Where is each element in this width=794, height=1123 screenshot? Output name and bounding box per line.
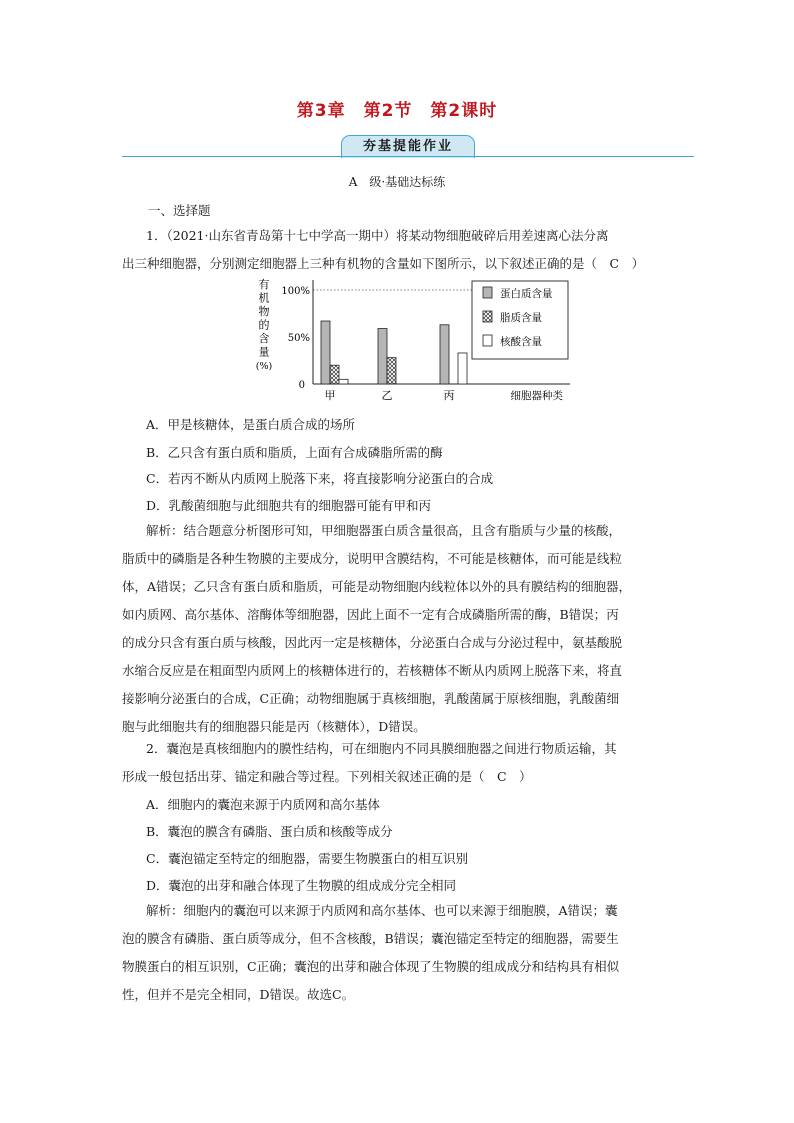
- y-axis-label-char: (%): [255, 361, 273, 372]
- legend: [472, 281, 568, 359]
- y-axis-label-char: 有: [258, 278, 270, 291]
- y-axis-label-char: 含: [258, 332, 270, 345]
- legend-label: 脂质含量: [500, 312, 542, 324]
- organelle-content-chart: [250, 276, 570, 406]
- analysis-line: 胞与此细胞共有的细胞器只能是丙（核糖体），D错误。: [122, 719, 426, 734]
- question-2-analysis: [122, 897, 694, 1009]
- analysis-line: 泡的膜含有磷脂、蛋白质等成分，但不含核酸，B错误；囊泡锚定至特定的细胞器，需要生: [122, 931, 619, 946]
- bar-甲-脂质含量: [330, 365, 339, 384]
- question-1-analysis: [122, 517, 694, 741]
- analysis-line: 解析：细胞内的囊泡可以来源于内质网和高尔基体、也可以来源于细胞膜，A错误；囊: [146, 903, 618, 918]
- category-label: 丙: [443, 389, 455, 402]
- analysis-line: 体，A错误；乙只含有蛋白质和脂质，可能是动物细胞内线粒体以外的具有膜结构的细胞器，: [122, 579, 632, 594]
- question-1-line-1: 1．（2021·山东省青岛第十七中学高一期中）将某动物细胞破碎后用差速离心法分离: [146, 228, 609, 243]
- analysis-line: 的成分只含有蛋白质与核酸，因此丙一定是核糖体，分泌蛋白合成与分泌过程中，氨基酸脱: [122, 635, 623, 650]
- bar-丙-核酸含量: [458, 353, 467, 384]
- legend-label: 蛋白质含量: [500, 288, 553, 300]
- category-label: 乙: [381, 389, 393, 402]
- chart-svg: [250, 276, 570, 406]
- bar-丙-蛋白质含量: [440, 325, 449, 384]
- analysis-line: 水缩合反应是在粗面型内质网上的核糖体进行的，若核糖体不断从内质网上脱落下来，将直: [122, 663, 623, 678]
- question-2-line-2: 形成一般包括出芽、锚定和融合等过程。下列相关叙述正确的是（ C ）: [122, 769, 532, 784]
- page-title: 第3章 第2节 第2课时: [296, 101, 498, 121]
- question-1-stem: [122, 222, 694, 278]
- question-2-option-c: C．囊泡锚定至特定的细胞器，需要生物膜蛋白的相互识别: [146, 851, 469, 866]
- y-axis-label-char: 物: [258, 305, 270, 318]
- analysis-line: 性，但并不是完全相同，D错误。故选C。: [122, 987, 355, 1002]
- y-tick-label: 100%: [281, 286, 310, 297]
- question-1-line-2: 出三种细胞器，分别测定细胞器上三种有机物的含量如下图所示，以下叙述正确的是（ C ）: [122, 256, 645, 271]
- analysis-line: 脂质中的磷脂是各种生物膜的主要成分，说明甲含膜结构，不可能是核糖体，而可能是线粒: [122, 551, 623, 566]
- x-axis-label: 细胞器种类: [510, 390, 563, 402]
- analysis-line: 解析：结合题意分析图形可知，甲细胞器蛋白质含量很高，且含有脂质与少量的核酸，: [146, 523, 622, 538]
- y-axis-label-char: 的: [258, 318, 270, 332]
- y-tick-label: 0: [298, 380, 305, 391]
- analysis-line: 如内质网、高尔基体、溶酶体等细胞器，因此上面不一定有合成磷脂所需的酶，B错误；丙: [122, 607, 619, 622]
- level-heading: A 级·基础达标练: [348, 175, 446, 189]
- analysis-line: 物膜蛋白的相互识别，C正确；囊泡的出芽和融合体现了生物膜的组成成分和结构具有相似: [122, 959, 620, 974]
- bar-乙-脂质含量: [387, 358, 396, 384]
- y-axis-label-char: 机: [258, 291, 270, 305]
- question-2-option-d: D．囊泡的出芽和融合体现了生物膜的组成成分完全相同: [146, 878, 457, 893]
- y-axis-label-char: 量: [258, 345, 270, 359]
- bar-甲-核酸含量: [339, 379, 348, 384]
- category-labels: [325, 389, 455, 402]
- question-1-option-b: B．乙只含有蛋白质和脂质，上面有合成磷脂所需的酶: [146, 445, 443, 460]
- question-2-line-1: 2．囊泡是真核细胞内的膜性结构，可在细胞内不同具膜细胞器之间进行物质运输，其: [146, 741, 617, 756]
- category-label: 甲: [324, 389, 336, 402]
- legend-label: 核酸含量: [500, 336, 542, 348]
- section-heading: 一、选择题: [148, 203, 211, 218]
- question-2-option-a: A．细胞内的囊泡来源于内质网和高尔基体: [146, 797, 381, 812]
- legend-swatch: [483, 287, 492, 298]
- bar-乙-蛋白质含量: [378, 329, 387, 384]
- bars-group: [321, 321, 467, 384]
- question-1-option-a: A．甲是核糖体，是蛋白质合成的场所: [146, 417, 356, 432]
- y-tick-label: 50%: [287, 333, 310, 344]
- question-2-stem: [122, 735, 694, 791]
- homework-badge: 夯基提能作业: [341, 135, 475, 158]
- banner-divider: [122, 156, 694, 157]
- question-1-option-c: C．若丙不断从内质网上脱落下来，将直接影响分泌蛋白的合成: [146, 471, 494, 486]
- question-2-option-b: B．囊泡的膜含有磷脂、蛋白质和核酸等成分: [146, 824, 393, 839]
- question-1-option-d: D．乳酸菌细胞与此细胞共有的细胞器可能有甲和丙: [146, 498, 432, 513]
- legend-swatch: [483, 311, 492, 322]
- bar-甲-蛋白质含量: [321, 321, 330, 384]
- analysis-line: 接影响分泌蛋白的合成，C正确；动物细胞属于真核细胞，乳酸菌属于原核细胞，乳酸菌细: [122, 691, 620, 706]
- y-axis-label: [256, 278, 272, 372]
- legend-swatch: [483, 335, 492, 346]
